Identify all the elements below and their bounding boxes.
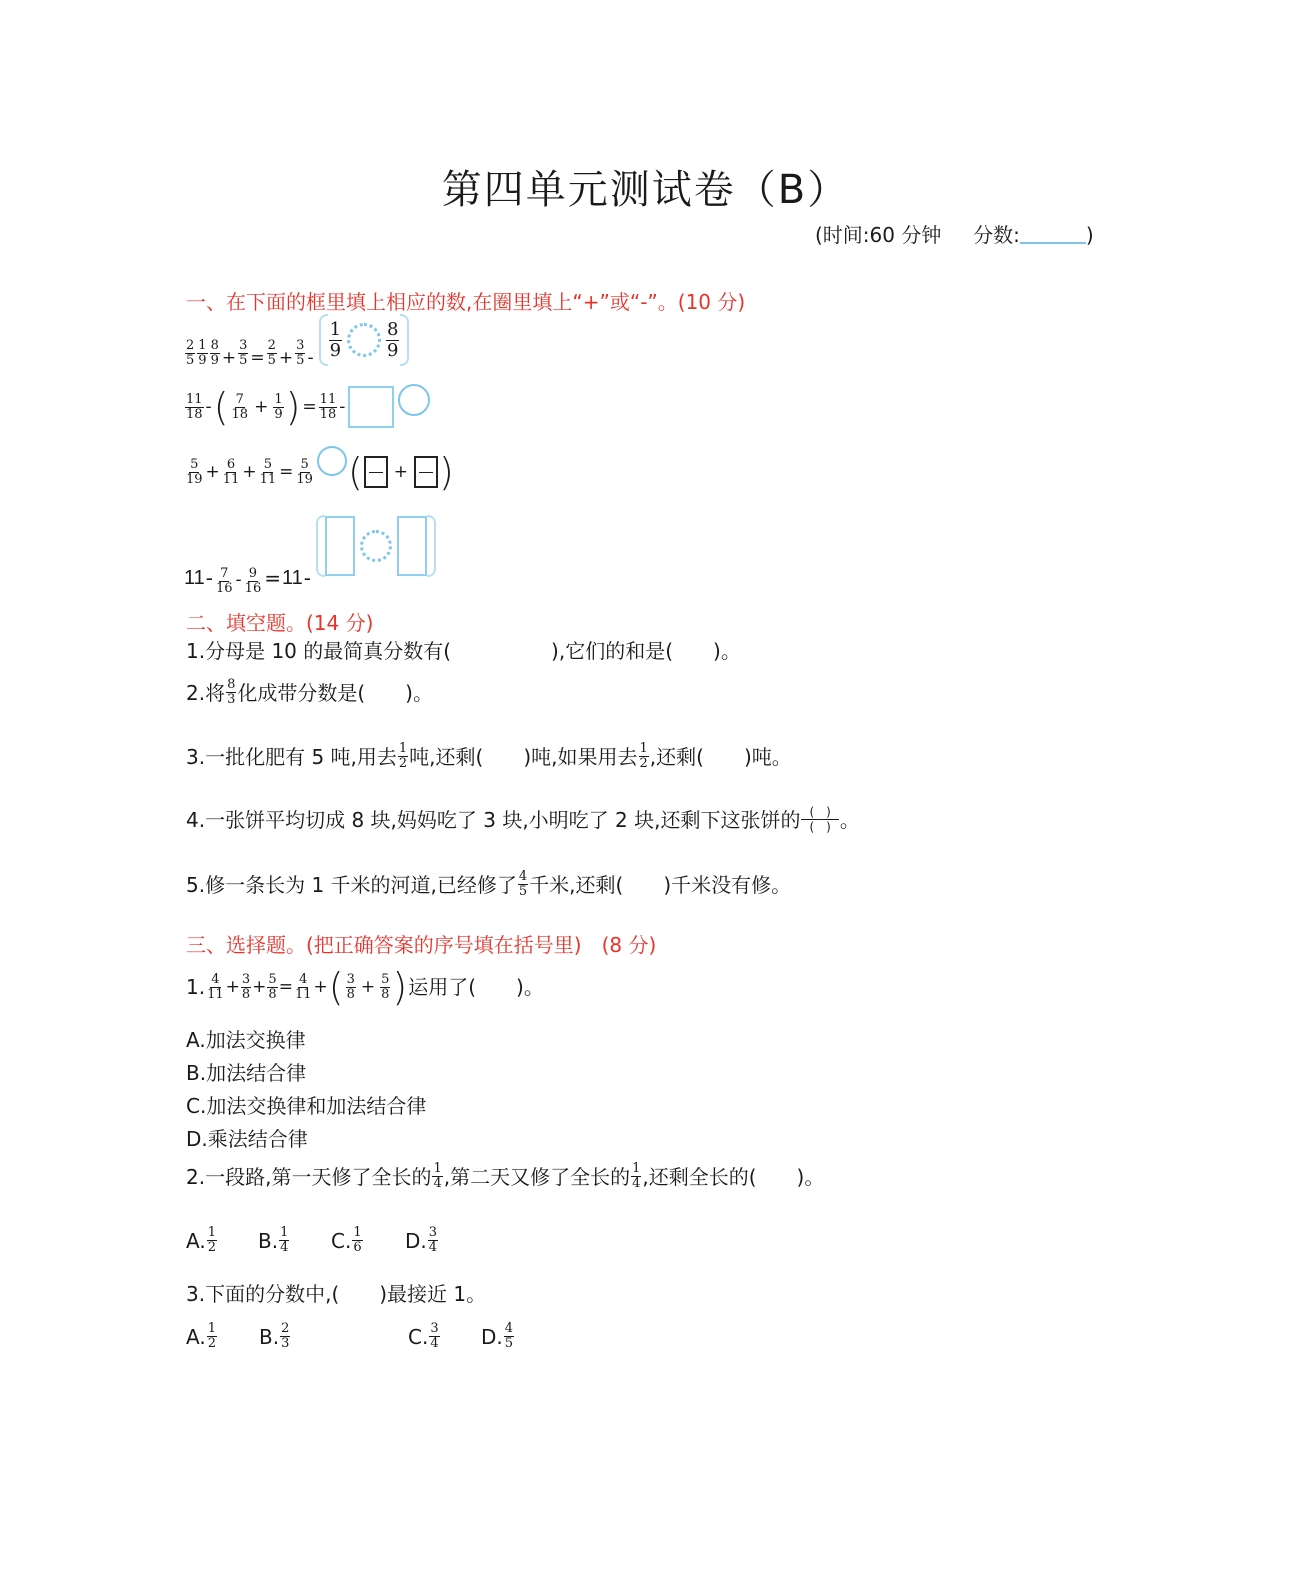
fraction-blank[interactable]: $\frac{( )}{( )}$ (801, 805, 838, 834)
operator: + (360, 976, 376, 997)
whole-number: 11 (184, 567, 205, 589)
operator-circle[interactable] (317, 446, 347, 476)
fraction: $\frac{4}{11}$ (294, 971, 312, 1002)
fraction: $\frac{1}{9}$ (329, 318, 342, 361)
fraction: $\frac{11}{18}$ (186, 391, 203, 422)
fraction: $\frac{5}{8}$ (381, 971, 390, 1002)
fraction: $\frac{1}{9}$ (274, 391, 283, 422)
bracket-left (319, 314, 328, 366)
bracket-right (400, 314, 409, 366)
equation-1 (184, 312, 409, 368)
fraction: $\frac{9}{16}$ (244, 566, 262, 596)
choice-question-3: 3.下面的分数中,( )最接近 1。 (186, 1282, 487, 1306)
operator: = (279, 462, 294, 482)
fraction: $\frac{5}{8}$ (268, 971, 277, 1002)
exam-meta (815, 219, 1094, 248)
fraction: $\frac{3}{8}$ (241, 971, 251, 1002)
operator: = (250, 348, 265, 368)
fraction: $\frac{1}{4}$ (433, 1161, 442, 1191)
fraction: $\frac{2}{5}$ (267, 338, 276, 368)
fraction: $\frac{3}{5}$ (239, 338, 248, 368)
score-close: ) (1085, 223, 1094, 247)
bracket-left (316, 515, 325, 577)
operator: + (205, 462, 220, 482)
option-a[interactable]: A. $\frac{1}{2}$ (186, 1321, 216, 1351)
operator: - (205, 566, 213, 590)
fraction: $\frac{4}{5}$ (518, 869, 528, 899)
fraction: $\frac{2}{5}$ (186, 338, 195, 368)
score-label: 分数: (973, 223, 1020, 247)
fraction: $\frac{3}{8}$ (346, 971, 355, 1002)
choice-question-3-options (186, 1322, 515, 1351)
choice-question-1: 1. $\frac{4}{11}$ + $\frac{3}{8}$ + $\frac{5}{8}$ = $\frac{4}{11}$ + ( $\frac{3}{8}$ + $\frac{5}{8}$ ) 运用了( )。 (186, 965, 544, 1009)
fraction-answer-box[interactable] (414, 456, 438, 488)
bracket-right (427, 515, 436, 577)
answer-box[interactable] (397, 516, 427, 576)
page-title: 第四单元测试卷（B） (441, 167, 850, 213)
option-d[interactable]: D.乘法结合律 (186, 1127, 308, 1151)
operator: - (303, 566, 311, 590)
fill-question-3: 3.一批化肥有 5 吨,用去 $\frac{1}{2}$ 吨,还剩( )吨,如果用去 $\frac{1}{2}$ ,还剩( )吨。 (186, 741, 792, 771)
operator: + (221, 348, 237, 368)
answer-box[interactable] (325, 516, 355, 576)
section2-heading: 二、填空题。(14 分) (186, 611, 374, 635)
option-a[interactable]: A.加法交换律 (186, 1028, 306, 1052)
fraction-answer-box[interactable] (364, 456, 388, 488)
section1-heading: 一、在下面的框里填上相应的数,在圈里填上“+”或“-”。(10 分) (186, 290, 746, 314)
operator-circle[interactable] (398, 384, 430, 416)
time-label: (时间:60 分钟 (815, 223, 942, 247)
choice-question-2-options (186, 1226, 439, 1255)
equation-3: $\frac{5}{19}$ + $\frac{6}{11}$ + $\frac{5}{11}$ = $\frac{5}{19}$ ( + ) (184, 446, 455, 498)
operator: + (278, 348, 294, 368)
fraction: $\frac{8}{3}$ (227, 677, 236, 707)
operator: = (302, 397, 317, 417)
operator: + (313, 976, 328, 997)
fraction: $\frac{7}{16}$ (215, 566, 233, 596)
operator-circle[interactable] (347, 323, 381, 357)
operator: + (252, 976, 267, 997)
option-c[interactable]: C. $\frac{1}{6}$ (331, 1225, 362, 1255)
fraction: $\frac{4}{11}$ (207, 971, 224, 1002)
option-b[interactable]: B.加法结合律 (186, 1061, 307, 1085)
fraction: $\frac{8}{9}$ (210, 338, 219, 368)
option-c[interactable]: C.加法交换律和加法结合律 (186, 1094, 427, 1118)
operator: - (235, 570, 242, 590)
fraction: $\frac{1}{2}$ (398, 741, 408, 771)
fraction: $\frac{5}{19}$ (186, 456, 203, 487)
section3-heading: 三、选择题。(把正确答案的序号填在括号里) (8 分) (186, 933, 657, 957)
operator: = (278, 976, 293, 997)
option-b[interactable]: B. $\frac{2}{3}$ (259, 1321, 290, 1351)
answer-box[interactable] (348, 386, 394, 428)
fraction: $\frac{1}{2}$ (639, 741, 648, 771)
fraction: $\frac{1}{9}$ (198, 338, 207, 368)
operator-circle[interactable] (360, 530, 392, 562)
operator: + (254, 397, 269, 417)
operator: = (264, 566, 281, 590)
operator: + (242, 462, 257, 482)
option-b[interactable]: B. $\frac{1}{4}$ (258, 1225, 289, 1255)
operator: + (225, 976, 240, 997)
option-d[interactable]: D. $\frac{4}{5}$ (481, 1321, 514, 1351)
score-blank[interactable] (1020, 224, 1086, 244)
operator: - (339, 397, 346, 417)
operator: - (307, 348, 314, 368)
equation-2: $\frac{11}{18}$ - ( $\frac{7}{18}$ + $\frac{1}{9}$ ) = $\frac{11}{18}$ - (184, 384, 430, 430)
fill-question-4: 4.一张饼平均切成 8 块,妈妈吃了 3 块,小明吃了 2 块,还剩下这张饼的 $\frac{( )}{( )}$ 。 (186, 805, 860, 834)
operator: + (393, 462, 409, 482)
option-a[interactable]: A. $\frac{1}{2}$ (186, 1225, 216, 1255)
fraction: $\frac{8}{9}$ (387, 318, 399, 361)
fraction: $\frac{1}{4}$ (632, 1161, 641, 1191)
fraction: $\frac{11}{18}$ (319, 391, 337, 422)
fill-question-1: 1.分母是 10 的最简真分数有( ),它们的和是( )。 (186, 639, 741, 663)
fraction: $\frac{3}{5}$ (296, 338, 305, 368)
whole-number: 11 (281, 567, 303, 589)
fraction: $\frac{7}{18}$ (231, 391, 249, 422)
option-d[interactable]: D. $\frac{3}{4}$ (405, 1225, 438, 1255)
fraction: $\frac{5}{19}$ (296, 456, 313, 487)
operator: - (205, 397, 212, 417)
fill-question-2: 2.将 $\frac{8}{3}$ 化成带分数是( )。 (186, 677, 433, 707)
equation-4 (184, 514, 436, 596)
choice-question-2: 2.一段路,第一天修了全长的 $\frac{1}{4}$ ,第二天又修了全长的 $\frac{1}{4}$ ,还剩全长的( )。 (186, 1161, 825, 1191)
fraction: $\frac{5}{11}$ (259, 456, 277, 487)
fill-question-5: 5.修一条长为 1 千米的河道,已经修了 $\frac{4}{5}$ 千米,还剩( )千米没有修。 (186, 869, 792, 899)
fraction: $\frac{6}{11}$ (222, 456, 240, 487)
option-c[interactable]: C. $\frac{3}{4}$ (408, 1321, 439, 1351)
